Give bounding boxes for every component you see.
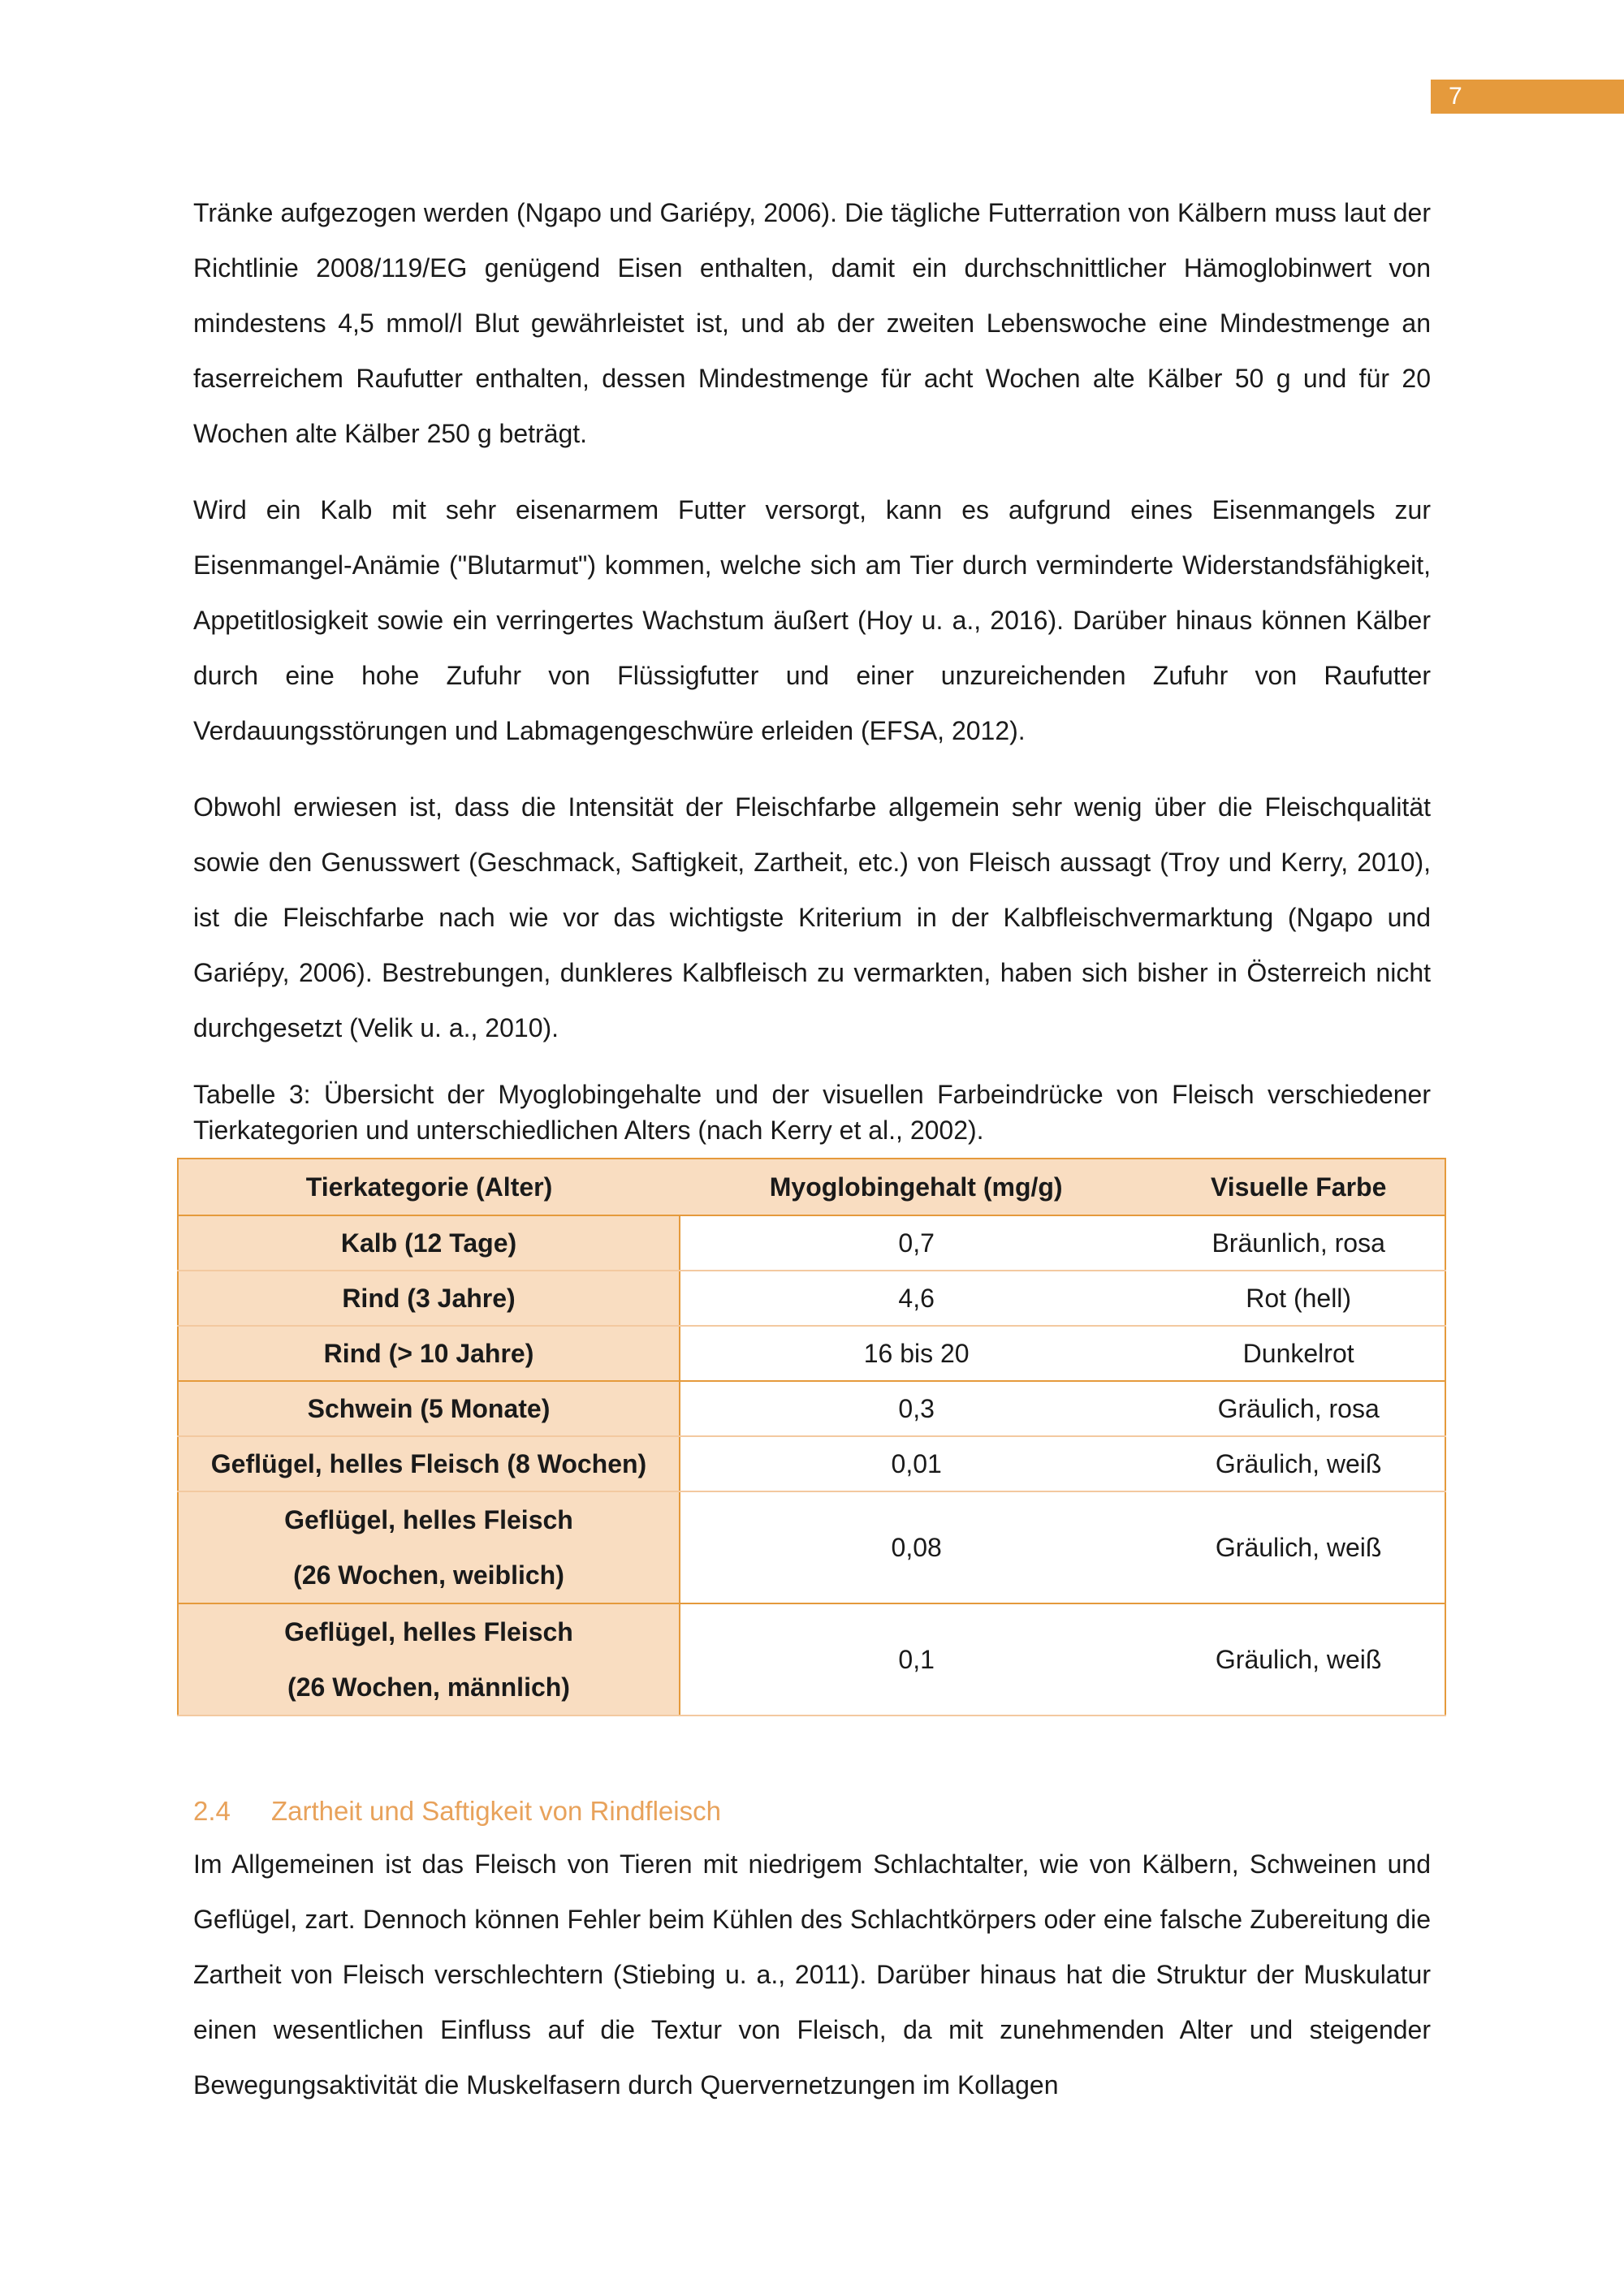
table-row bbox=[178, 1381, 1445, 1436]
table-row bbox=[178, 1436, 1445, 1491]
section-number: 2.4 bbox=[193, 1796, 231, 1826]
myoglobin-table bbox=[177, 1158, 1446, 1716]
row-category: Rind (3 Jahre) bbox=[178, 1271, 680, 1326]
row-category-line2: (26 Wochen, weiblich) bbox=[293, 1560, 564, 1590]
row-category: Rind (> 10 Jahre) bbox=[178, 1326, 680, 1381]
header-myoglobin: Myoglobingehalt (mg/g) bbox=[680, 1159, 1152, 1215]
row-myoglobin: 0,01 bbox=[680, 1436, 1152, 1491]
row-myoglobin: 0,7 bbox=[680, 1215, 1152, 1271]
row-color: Gräulich, weiß bbox=[1152, 1491, 1445, 1603]
paragraph-3: Obwohl erwiesen ist, dass die Intensität der Fleischfarbe allgemein sehr wenig über die Fleischqualität sowie den Genusswert (Geschmack, Saftigkeit, Zartheit, etc.) von Fleisch aussagt (Troy und Kerry, 2010), ist die Fleischfarbe nach wie vor das wichtigste Kriterium in der Kalbfleischvermarktung (Ngapo und Gariépy, 2006). Bestrebungen, dunkleres Kalbfleisch zu vermarkten, haben sich bisher in Österreich nicht durchgesetzt (Velik u. a., 2010). bbox=[193, 792, 1431, 1042]
row-myoglobin: 0,3 bbox=[680, 1381, 1152, 1436]
row-color: Gräulich, weiß bbox=[1152, 1436, 1445, 1491]
row-color: Rot (hell) bbox=[1152, 1271, 1445, 1326]
row-color: Bräunlich, rosa bbox=[1152, 1215, 1445, 1271]
table-row bbox=[178, 1491, 1445, 1603]
table-row bbox=[178, 1271, 1445, 1326]
paragraph-2: Wird ein Kalb mit sehr eisenarmem Futter versorgt, kann es aufgrund eines Eisenmangels zur Eisenmangel-Anämie ("Blutarmut") kommen, welche sich am Tier durch verminderte Widerstandsfähigkeit, Appetitlosigkeit sowie ein verringertes Wachstum äußert (Hoy u. a., 2016). Darüber hinaus können Kälber durch eine hohe Zufuhr von Flüssigfutter und einer unzureichenden Zufuhr von Raufutter Verdauungsstörungen und Labmagengeschwüre erleiden (EFSA, 2012). bbox=[193, 495, 1431, 745]
paragraph-1: Tränke aufgezogen werden (Ngapo und Gariépy, 2006). Die tägliche Futterration von Kälbern muss laut der Richtlinie 2008/119/EG genügend Eisen enthalten, damit ein durchschnittlicher Hämoglobinwert von mindestens 4,5 mmol/l Blut gewährleistet ist, und ab der zweiten Lebenswoche eine Mindestmenge an faserreichem Raufutter enthalten, dessen Mindestmenge für acht Wochen alte Kälber 50 g und für 20 Wochen alte Kälber 250 g beträgt. bbox=[193, 198, 1431, 448]
row-category: Schwein (5 Monate) bbox=[178, 1381, 680, 1436]
table-row bbox=[178, 1326, 1445, 1381]
row-color: Gräulich, rosa bbox=[1152, 1381, 1445, 1436]
row-color: Gräulich, weiß bbox=[1152, 1603, 1445, 1716]
row-category-line1: Geflügel, helles Fleisch bbox=[284, 1505, 573, 1534]
row-category: Kalb (12 Tage) bbox=[178, 1215, 680, 1271]
page-number-badge bbox=[1431, 80, 1624, 114]
row-category-line1: Geflügel, helles Fleisch bbox=[284, 1617, 573, 1646]
page-content bbox=[193, 185, 1431, 2134]
section-paragraph: Im Allgemeinen ist das Fleisch von Tieren mit niedrigem Schlachtalter, wie von Kälbern, Schweinen und Geflügel, zart. Dennoch können Fehler beim Kühlen des Schlachtkörpers oder eine falsche Zubereitung die Zartheit von Fleisch verschlechtern (Stiebing u. a., 2011). Darüber hinaus hat die Struktur der Muskulatur einen wesentlichen Einfluss auf die Textur von Fleisch, da mit zunehmenden Alter und steigender Bewegungsaktivität die Muskelfasern durch Quervernetzungen im Kollagen bbox=[193, 1849, 1431, 2100]
row-category-line2: (26 Wochen, männlich) bbox=[287, 1672, 570, 1702]
row-category bbox=[178, 1603, 680, 1716]
section-heading bbox=[193, 1791, 1431, 1832]
header-category: Tierkategorie (Alter) bbox=[178, 1159, 680, 1215]
table-header-row bbox=[178, 1159, 1445, 1215]
row-category bbox=[178, 1491, 680, 1603]
table-row bbox=[178, 1603, 1445, 1716]
row-myoglobin: 0,08 bbox=[680, 1491, 1152, 1603]
row-myoglobin: 0,1 bbox=[680, 1603, 1152, 1716]
table-row bbox=[178, 1215, 1445, 1271]
row-myoglobin: 16 bis 20 bbox=[680, 1326, 1152, 1381]
row-myoglobin: 4,6 bbox=[680, 1271, 1152, 1326]
row-color: Dunkelrot bbox=[1152, 1326, 1445, 1381]
section-title: Zartheit und Saftigkeit von Rindfleisch bbox=[271, 1796, 721, 1826]
table-caption: Tabelle 3: Übersicht der Myoglobingehalte und der visuellen Farbeindrücke von Fleisch verschiedener Tierkategorien und unterschiedlichen Alters (nach Kerry et al., 2002). bbox=[193, 1080, 1431, 1145]
header-color: Visuelle Farbe bbox=[1152, 1159, 1445, 1215]
page-number: 7 bbox=[1449, 83, 1462, 110]
row-category: Geflügel, helles Fleisch (8 Wochen) bbox=[178, 1436, 680, 1491]
